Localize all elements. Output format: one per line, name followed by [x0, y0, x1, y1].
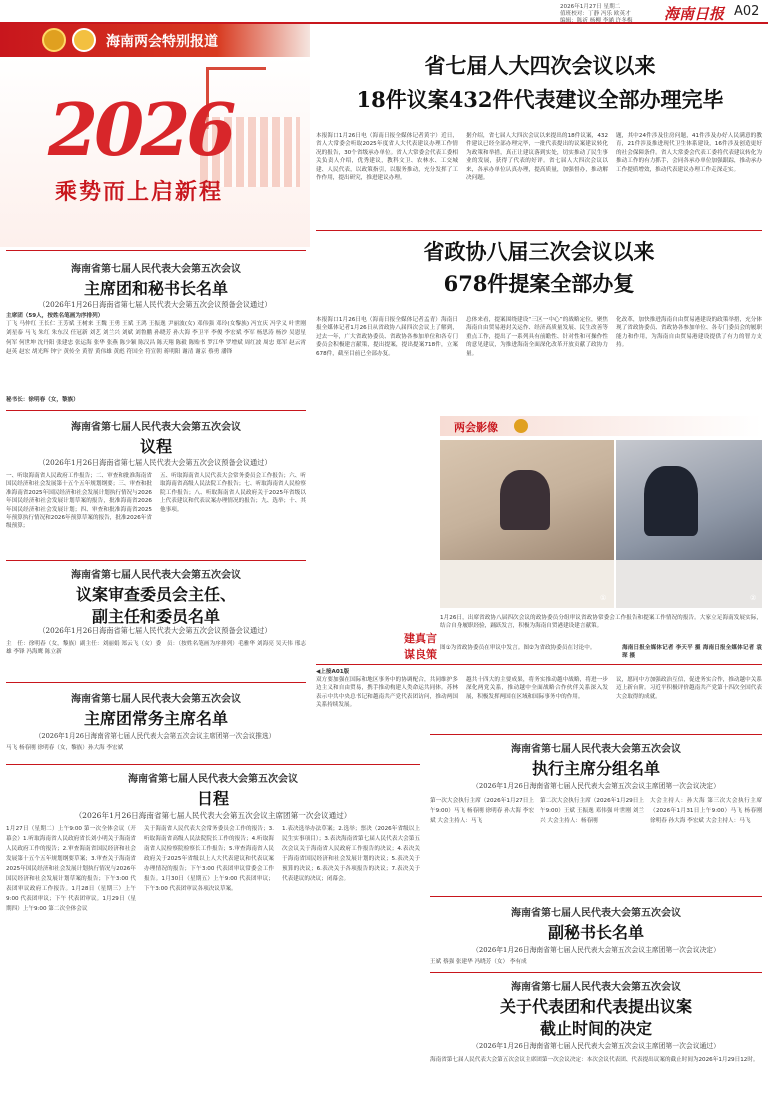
block6-title2: 执行主席分组名单 — [531, 759, 660, 778]
block6-title1: 海南省第七届人民代表大会第五次会议 — [511, 744, 681, 755]
continued-col3: 议，愿同中方加强政治互信，促进务实合作，推动越中关系迈上新台阶。习近平积极评价越南共产党第十四次全国代表大会取得的成就。 — [616, 677, 762, 700]
block6-group3: 大会主持人：孙大海 第三次大会执行主席（2026年1月31日上午9:00）马飞 杨春刚 徐明春 孙大海 李宏斌 大会主持人：马飞 — [650, 798, 762, 824]
block5-subtitle: （2026年1月26日海南省第七届人民代表大会第五次会议主席团第一次会议通过） — [74, 811, 352, 820]
block3-text: 主 任：徐明春（女，黎族）副主任：刘丽娟 郑云飞（女）委 员：（按姓名笔画为序排列）毛雅华 刘海亮 吴天伟 邢志雄 李锋 冯海鹰 陈立新 — [6, 641, 306, 656]
block6-group1: 第一次大会执行主席（2026年1月27日上午9:00）马飞 杨春刚 徐明春 孙大海 李宏斌 大会主持人：马飞 — [430, 798, 534, 824]
photo-caption2: 图①为省政协委员在审议中发言。图②为省政协委员在讨论中。 — [440, 645, 596, 651]
photo-header: 两会影像 — [454, 421, 498, 434]
block5-col1: 1月27日（星期二）上午9:00 第一次全体会议（开幕会）1.听取海南省人民政府省长刘小明关于海南省人民政府工作的报告；2.审查海南省国民经济和社会发展第十五个五年规划纲要草案；3.审查关于海南省2025年国民经济和社会发展计划执行情况与2026年国民经济和社会发展计划草案的报告；下午3:00 代表团审议政府工作报告。1月28日（星期三）上午9:00 代表团审议；下午 代表团审议。1月29日（星期四）上午9:00 第二次全体会议 — [6, 826, 136, 912]
block7-title1: 海南省第七届人民代表大会第五次会议 — [511, 908, 681, 919]
block4-title1: 海南省第七届人民代表大会第五次会议 — [71, 694, 241, 705]
block8-title1: 海南省第七届人民代表大会第五次会议 — [511, 982, 681, 993]
article2-title2: 678件提案全部办复 — [443, 271, 635, 296]
block7-title2: 副秘书长名单 — [547, 923, 644, 942]
block1-label: 主席团（59人，按姓名笔画为序排列） — [6, 313, 104, 319]
block4-subtitle: （2026年1月26日海南省第七届人民代表大会第五次会议主席团第一次会议推选） — [34, 732, 276, 740]
photo-caption-number: ① — [600, 594, 607, 602]
divider — [430, 972, 762, 973]
emblem-icon — [514, 419, 528, 433]
masthead-date: 2026年1月27日 星期二 — [560, 4, 621, 10]
special-banner — [0, 24, 310, 57]
block6-group2: 第二次大会执行主席（2026年1月29日上午9:00）王斌 王振逸 邓伟强 叶世刚 刘兰兴 大会主持人：杨春刚 — [540, 798, 644, 824]
article1-title2: 18件议案432件代表建议全部办理完毕 — [356, 87, 724, 112]
block6-subtitle: （2026年1月26日海南省第七届人民代表大会第五次会议主席团第一次会议决定） — [472, 782, 720, 790]
article1-col3: 题，其中24件涉及住房问题，41件涉及办好人民满意的教育，21件涉及推进现代卫生体系建设，16件涉及创造更好的社会保障条件。省人大常委会代表工委将代表建议转化为推动工作的有力抓手，会同各承办单位加强跟踪，推动承办工作提质增效，推动代表建议办理工作走深走实。 — [616, 133, 762, 173]
banner-graphic — [0, 57, 310, 247]
flag-emblem-icon — [72, 28, 96, 52]
article2-col3: 化改革，加快推进海南自由贸易港建设的政策举措，充分体现了省政协委员、省政协各参加单位、各专门委员会的履职能力和作用，为海南自由贸易港建设提供了有力的智力支持。 — [616, 317, 762, 349]
article1-col2: 据介绍，省七届人大四次会议以来提出的18件议案，432件建议已经全部办理完毕，一批代表提出的议案建议转化为政策和举措，真正让建议落到实处，切实推动了民生事业的发展，获得了代表的好评。省七届人大四次会议以来，各承办单位认真办理，提高质量，加强督办，推动解决问题。 — [466, 133, 608, 182]
block1-subtitle: （2026年1月26日海南省第七届人民代表大会第五次会议预备会议通过） — [38, 300, 272, 309]
divider — [316, 664, 762, 665]
article1-title1: 省七届人大四次会议以来 — [424, 53, 656, 78]
photo-credit: 海南日报全媒体记者 李天平 摄 海南日报全媒体记者 袁琛 摄 — [622, 645, 762, 660]
person-figure — [500, 470, 550, 530]
block5-col3: 1.表决选举办法草案；2.选举；票决（2026年省级以上民生实事项目）；3.表决海南省第七届人民代表大会第五次会议关于海南省人民政府工作报告的决议；4.表决关于海南省国民经济和社会发展计划的决议；5.表决关于预算的决议；6.表决关于各项报告的决议；7.表决关于代表建议的决议；闭幕会。 — [282, 826, 420, 882]
block1-names: 丁飞 马仲红 王长仁 王芳斌 王树来 王魏 王勇 王斌 王鸿 王振逸 尹丽波(女) 邓伟强 邓玲(女黎族) 冯宜庆 冯学义 叶世刚 刘星泰 马飞 朱红 朱东汉 任冠新 刘艺 刘兰兴 刘斌 刘鲁鹏 孙晓芳 孙大海 李卫平 李俊 李宏斌 李军 杨思涛 杨沙 吴恩星 何军 何世坤 沈丹阳 张建忠 张运海 张华 张燕 陈少颖 陈汉昌 陈天翔 陈毅 陈贻书 罗江华 罗增斌 周红波 周忠 郑军 赵云霄 赵英 赵宏 胡光辉 钟宁 黄传全 黄智 黄伟雄 黄彪 符国全 符宣朝 蒋明阳 谢清 谢京 蔡勇 潘锋 — [6, 321, 306, 356]
paper-name: 海南日报 — [664, 5, 725, 23]
block8-text: 海南省第七届人民代表大会第五次会议主席团第一次会议决定：本次会议代表团、代表提出议案的截止时间为2026年1月29日12时。 — [430, 1057, 759, 1063]
block1-secretary: 秘书长：徐明春（女，黎族） — [6, 397, 79, 403]
block5-col2: 关于海南省人民代表大会常务委员会工作的报告；3.听取海南省高级人民法院院长工作的报告；4.听取海南省人民检察院检察长工作报告；5.审查海南省人民政府关于2025年省级以上人大代表建议和代表议案办理情况的报告；下午3:00 代表团审议常委会工作报告。1月30日（星期五）上午9:00 代表团审议；下午3:00 代表团审议各项决议草案。 — [144, 826, 274, 892]
divider — [6, 764, 420, 765]
block2-subtitle: （2026年1月26日海南省第七届人民代表大会第五次会议预备会议通过） — [38, 458, 272, 467]
block8-title2b: 截止时间的决定 — [539, 1019, 652, 1038]
block7-subtitle: （2026年1月26日海南省第七届人民代表大会第五次会议主席团第一次会议决定） — [472, 946, 720, 954]
block2-left: 一、听取海南省人民政府工作报告；二、审查和批准海南省国民经济和社会发展第十五个五年规划纲要；三、审查和批准海南省2025年国民经济和社会发展计划执行情况与2026年国民经济和社会发展计划草案的报告，批准海南省2026年国民经济和社会发展计划；四、审查和批准海南省2025年预算执行情况和2026年预算草案的报告，批准2026年省级预算； — [6, 473, 152, 530]
article2-col2: 总体来看，提案围绕建设“三区一中心”的战略定位，聚焦海南自由贸易港封关运作、经济高质量发展、民生改善等重点工作，提出了一系列具有前瞻性、针对性和可操作性的意见建议，为推进海南全面深化改革开放贡献了政协力量。 — [466, 317, 608, 357]
emblem-icon — [42, 28, 66, 52]
photo-2 — [616, 440, 762, 608]
photo-caption: 1月26日，出席省政协八届四次会议的政协委员分组审议省政协常委会工作报告和提案工作情况的报告。大家立足海南发展实际，结合自身履职经验，踊跃发言，积极为海南自贸港建设建言献策。 — [440, 615, 762, 630]
block4-title2: 主席团常务主席名单 — [83, 709, 228, 728]
masthead-edit-line: 值班校对：丁静 冯乐 欧英才 — [560, 11, 631, 17]
block3-subtitle: （2026年1月26日海南省第七届人民代表大会第五次会议预备会议通过） — [38, 626, 272, 635]
block1-title2: 主席团和秘书长名单 — [83, 279, 228, 298]
block7-names: 王斌 蔡强 张建华 冯晓芳（女） 李有成 — [430, 959, 527, 965]
block2-title1: 海南省第七届人民代表大会第五次会议 — [71, 422, 241, 433]
block2-title2: 议程 — [139, 437, 172, 456]
block3-title1: 海南省第七届人民代表大会第五次会议 — [71, 570, 241, 581]
divider — [316, 230, 762, 231]
photo-caption-number: ② — [750, 594, 757, 602]
divider — [430, 734, 762, 735]
page-number: A02 — [734, 4, 760, 19]
photo-header-bar — [440, 416, 762, 436]
masthead-edit-line2: 编辑：陈祈 杨柳 李涵 许冬梅 — [560, 18, 633, 24]
block4-names: 马飞 杨春刚 徐明春（女，黎族）孙大海 李宏斌 — [6, 745, 124, 751]
continued-lead: ◀上接A01版 — [316, 669, 350, 675]
photo-tag2: 谋良策 — [404, 648, 437, 661]
block3-title2b: 副主任和委员名单 — [91, 607, 220, 626]
block2-right: 五、听取海南省人民代表大会常务委员会工作报告；六、听取海南省高级人民法院工作报告；七、听取海南省人民检察院工作报告；八、听取海南省人民政府关于2025年省级以上代表建议和代表议案办理情况的报告；九、选举；十、其他事项。 — [160, 473, 306, 513]
person-figure — [644, 466, 698, 536]
block5-title1: 海南省第七届人民代表大会第五次会议 — [128, 774, 298, 785]
continued-col2: 越共十四大的主要成果，将务实推动越中战略，将进一步深化两党关系，推动越中全面战略合作伙伴关系深入发展，积极发挥两国在区域和国际事务中的作用。 — [466, 677, 608, 700]
divider — [430, 896, 762, 897]
article2-title1: 省政协八届三次会议以来 — [423, 239, 655, 264]
article1-col1: 本报海口1月26日电（海南日报全媒体记者黄宇）近日，省人大常委会听取2025年度省人大代表建议办理工作情况的报告，30个省级承办单位。省人大常委会代表工委相关负责人介绍，优秀建议，教科文卫、农林水、工交城建、人民代表，以政策指引，以服务推动，充分发挥了工作作用，提出研究，推进建议办理。 — [316, 133, 458, 182]
divider — [6, 410, 306, 411]
photo-1 — [440, 440, 614, 608]
block5-title2: 日程 — [196, 789, 229, 808]
divider — [6, 250, 306, 251]
table-surface — [616, 560, 762, 608]
year-graphic: 2026 — [48, 87, 233, 172]
block8-subtitle: （2026年1月26日海南省第七届人民代表大会第五次会议主席团第一次会议通过） — [472, 1042, 720, 1050]
slogan: 乘势而上启新程 — [55, 179, 224, 205]
divider — [6, 560, 306, 561]
continued-col1: 双方要加强在国际和地区事务中的协调配合，共同维护多边主义和自由贸易，携手推动构建人类命运共同体。苏林表示中共中央总书记和越南共产党代表团访问，推动两国关系持续发展。 — [316, 677, 458, 709]
article2-col1: 本报海口1月26日电（海南日报全媒体记者孟青）海南日报全媒体记者1月26日从省政协八届四次会议上了解到，过去一年，广大省政协委员、省政协各参加单位和各专门委员会积极建言献策，提出提案，提出提案718件，立案678件，截至目前已全部办复。 — [316, 317, 458, 357]
table-surface — [440, 560, 614, 608]
block8-title2a: 关于代表团和代表提出议案 — [499, 997, 692, 1016]
block3-title2a: 议案审查委员会主任、 — [75, 585, 236, 604]
divider — [6, 682, 306, 683]
masthead — [0, 0, 768, 24]
section-title: 海南两会特别报道 — [106, 34, 218, 50]
block1-title1: 海南省第七届人民代表大会第五次会议 — [71, 264, 241, 275]
photo-tag1: 建真言 — [404, 632, 437, 645]
